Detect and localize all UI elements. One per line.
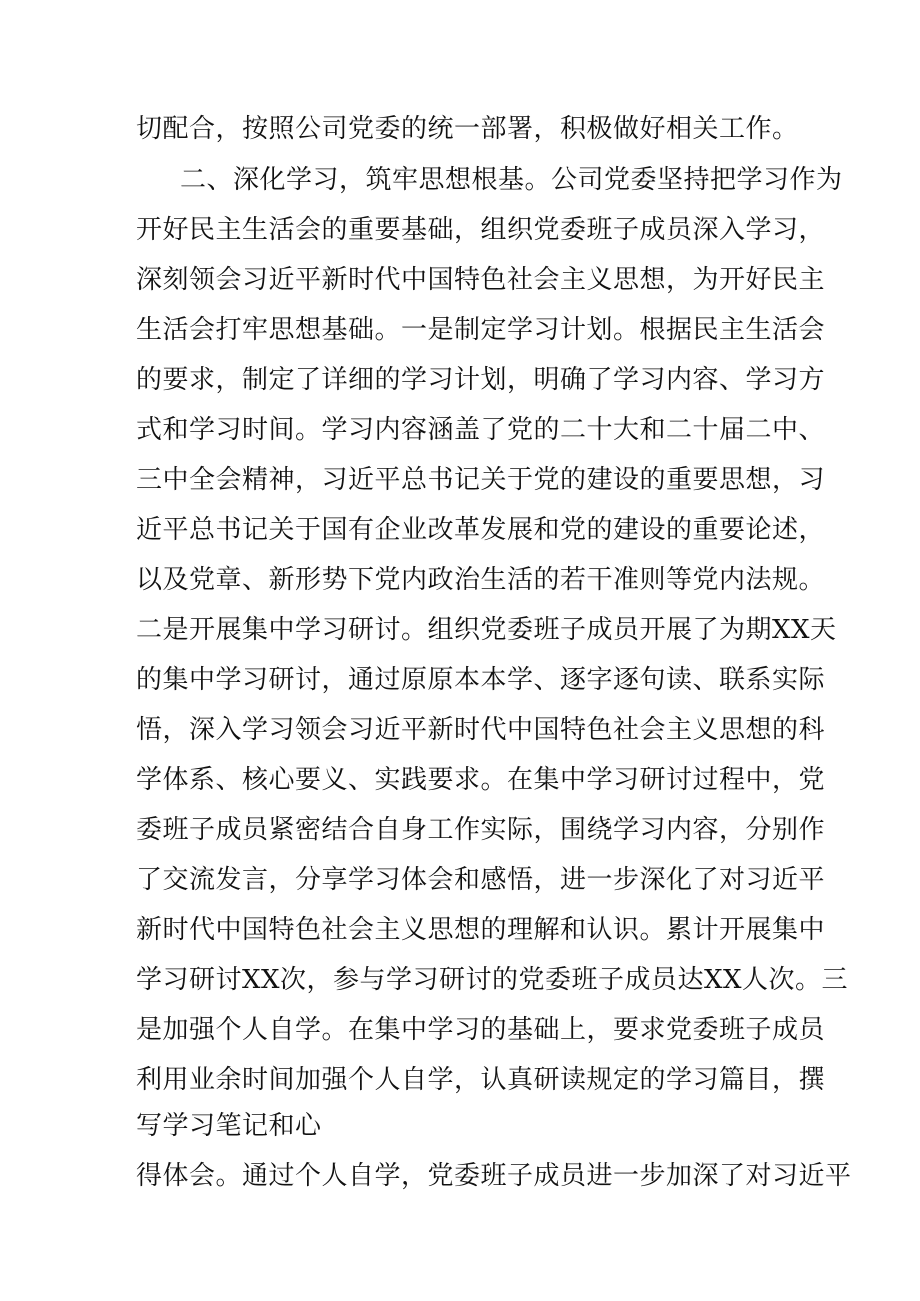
text-line-9: 近平总书记关于国有企业改革发展和党的建设的重要论述，	[136, 515, 826, 545]
text-line-10: 以及党章、新形势下党内政治生活的若干准则等党内法规。	[136, 565, 826, 595]
text-line-1: 切配合，按照公司党委的统一部署，积极做好相关工作。	[136, 114, 799, 144]
text-line-12: 的集中学习研讨，通过原原本本学、逐字逐句读、联系实际	[136, 665, 826, 695]
text-line-19: 是加强个人自学。在集中学习的基础上，要求党委班子成员	[136, 1015, 826, 1045]
text-line-5: 生活会打牢思想基础。一是制定学习计划。根据民主生活会	[136, 315, 826, 345]
text-line-14: 学体系、核心要义、实践要求。在集中学习研讨过程中，党	[136, 765, 826, 795]
text-line-22: 得体会。通过个人自学，党委班子成员进一步加深了对习近平	[136, 1161, 852, 1191]
text-line-2: 二、深化学习，筑牢思想根基。公司党委坚持把学习作为	[180, 165, 843, 195]
text-line-16: 了交流发言，分享学习体会和感悟，进一步深化了对习近平	[136, 865, 826, 895]
text-line-7: 式和学习时间。学习内容涵盖了党的二十大和二十届二中、	[136, 415, 826, 445]
text-line-17: 新时代中国特色社会主义思想的理解和认识。累计开展集中	[136, 915, 826, 945]
text-line-6: 的要求，制定了详细的学习计划，明确了学习内容、学习方	[136, 365, 826, 395]
text-line-4: 深刻领会习近平新时代中国特色社会主义思想，为开好民主	[136, 265, 826, 295]
text-line-20: 利用业余时间加强个人自学，认真研读规定的学习篇目，撰	[136, 1065, 826, 1095]
text-line-15: 委班子成员紧密结合自身工作实际，围绕学习内容，分别作	[136, 815, 826, 845]
text-line-18: 学习研讨XX次，参与学习研讨的党委班子成员达XX人次。三	[136, 965, 849, 995]
text-line-21: 写学习笔记和心	[136, 1111, 322, 1141]
text-line-8: 三中全会精神，习近平总书记关于党的建设的重要思想，习	[136, 465, 826, 495]
text-line-11: 二是开展集中学习研讨。组织党委班子成员开展了为期XX天	[136, 615, 837, 645]
text-line-3: 开好民主生活会的重要基础，组织党委班子成员深入学习，	[136, 215, 826, 245]
text-line-13: 悟，深入学习领会习近平新时代中国特色社会主义思想的科	[136, 715, 826, 745]
